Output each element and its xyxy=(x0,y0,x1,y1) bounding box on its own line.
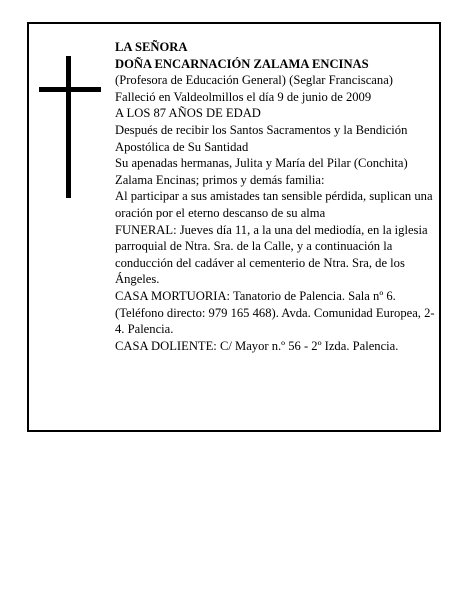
death-line: Falleció en Valdeolmillos el día 9 de junio de 2009 xyxy=(115,89,372,104)
prayer-request-paragraph: Al participar a sus amistades tan sensible pérdida, suplican una oración por el eterno descanso de su alma xyxy=(115,189,433,220)
sacraments-paragraph: Después de recibir los Santos Sacramentos y la Bendición Apostólica de Su Santidad xyxy=(115,122,408,154)
mortuary-paragraph: CASA MORTUORIA: Tanatorio de Palencia. Sala nº 6. (Teléfono directo: 979 165 468). Avda. Comunidad Europea, 2-4. Palencia. xyxy=(115,288,435,337)
home-paragraph: CASA DOLIENTE: C/ Mayor n.º 56 - 2º Izda. Palencia. xyxy=(115,338,399,353)
family-paragraph: Su apenadas hermanas, Julita y María del Pilar (Conchita) Zalama Encinas; primos y demás familia: xyxy=(115,156,408,187)
cross-horizontal-bar xyxy=(39,87,101,92)
age-line: A LOS 87 AÑOS DE EDAD xyxy=(115,106,261,121)
cross-vertical-bar xyxy=(66,56,71,198)
deceased-name: DOÑA ENCARNACIÓN ZALAMA ENCINAS xyxy=(115,56,369,71)
profession-line: (Profesora de Educación General) (Seglar Franciscana) xyxy=(115,73,393,88)
notice-title: LA SEÑORA xyxy=(115,40,188,54)
cross-icon xyxy=(39,56,103,198)
notice-text xyxy=(115,39,437,354)
obituary-notice xyxy=(27,22,441,432)
funeral-paragraph: FUNERAL: Jueves día 11, a la una del mediodía, en la iglesia parroquial de Ntra. Sra. de la Calle, y a continuación la conducción del cadáver al cementerio de Ntra. Sra, de los Ángeles. xyxy=(115,222,428,287)
